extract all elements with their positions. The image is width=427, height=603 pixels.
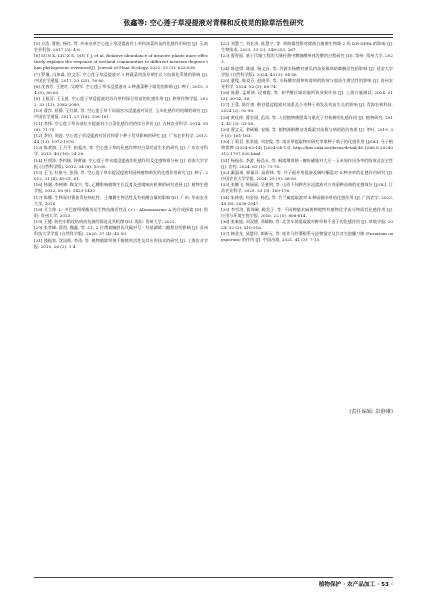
reference-entry: [14] 杜照涛, 李钧顾, 钟黄诚. 空心莲子草水提浸提液的化感作用及化感物质分析 [J]. 西南大学学报 (自然科学版), 2012, 34 (8): 53-60. (34, 157, 208, 169)
reference-entry: [20] 张孝峰, 薛凯, 魏鑫, 等. C1, 2 位羧氧胸胖丙戊碳对号 - 羟基湖烯二醋甜苷的影响 [J]. 苏州科技大学学报 (自然科学版), 2020, 37 (4): 45-50. (34, 225, 208, 237)
reference-entry: [11] 李锋. 空心莲子草各部位水提液对小白菜化感作用的综合评价 [J]. 吉林农业科学, 2014, 39 (6): 71-75. (34, 120, 208, 132)
reference-entry: [32] 戴淑琦, 邢福洋, 高碧林, 等. 谷子根并用提液及阔叶酮蓝对 4 种杂草的化感作用研究 [J]. 中国农业大学学报, 2024, 29 (9): 38-50. (221, 169, 393, 181)
reference-entry: [29] 曹文元, 余硕颖, 安媛, 等. 植物源酚酸杂龙霉素对苗猴与病的防治效果 [J]. 茶叶, 2019, 39 (3): 161-163. (221, 127, 393, 139)
header-rule (34, 34, 393, 35)
footer-rule (34, 577, 393, 578)
reference-entry: [16] 林涵, 李树林, 陶龙兴, 等. 乙酸影响植物生长反育及逆境响应机制的研究进展 [J]. 植物生理学报, 2022, 58 (8): 1423-1430 (34, 182, 208, 194)
reference-entry: [9] 王旭萍, 王玉兹. 空心莲子草浸提液对苏丹草和绿豆幼苗的化感作用 [J]. 热带作物学报, 2022, 33 (11): 2083-2090. (34, 96, 208, 108)
reference-entry: [17] 陈娜. 生物炭对番茄青枯病抗性、土壤微生物活性及有机酸含量的影响 [D]. 广州: 华南农业大学, 2016. (34, 194, 208, 206)
reference-entry: [33] 张鹏飞, 韩丽丽, 吴斐明, 等. 山西不同种苦水浸提液对万寿菊种苗萌的化感效应 [J/OL]. 江苏农业科学, 2025, 53 (5): 169-176. (221, 182, 393, 194)
running-header: 张鑫等: 空心莲子草浸提液对青稞和反枝苋的除草活性研究 (123, 19, 304, 27)
reference-entry: [34] 朱林欣, 何金绶, 杨迅, 等. 竹兰属提取液对 4 种园圃杂草的化感作用 [J]. 广西农学, 2023, 40 (8): 2038-2047. (221, 194, 393, 206)
reference-entry: [24] 陈进摩, 陈励, 杨文昌, 等. 外源水杨酸对黄瓜幼苗灰霉病防御酶活性的影响 [J]. 延安大学学报 (自然科学版), 2024, 43 (3): 54-58. (221, 65, 393, 77)
reference-entry: [31] 杨振东, 李游, 杨浩永, 等. 枫吡增豪钠 - 噻吩磺隆对大豆一玉米间作田杂草的防效及安全性 [J]. 农药, 2024, 63 (1): 73-78. (221, 157, 393, 169)
references-right-column (221, 41, 393, 244)
reference-entry: [12] 李伯, 周进. 空心莲子草浸提液对莴苣和萝卜种子发芽影响的研究 [J]. 广东农业科学, 2013, 44 (12): 1972-1976. (34, 133, 208, 145)
reference-entry: [23] 曹智丽. 基于代谢工程的大肠杆菌中鹅腺酸单体发酵的过程研究 [D]. 常州: 常州大学, 2023. (221, 53, 393, 65)
reference-entry: [15] 王飞, 杜康兮, 张强, 等. 空心莲子草水提浸提液对园林植物萌发的化感作用研究 [J]. 种子, 2012, 31 (4): 49-51, 61. (34, 169, 208, 181)
reference-entry: [5] 方浩, 曹艳, 杨红, 等. 外来杂草空心莲子草浸提液对小麦和油菜幼苗的化感作用研究 [J]. 云南农业科技, 2017 (5): 4-6. (34, 41, 208, 52)
reference-entry: [7] 罗瑾, 冯炜淼, 欧文军. 空心莲子草浸提液对 3 种蔬菜幼苗早期生长与抗氧化系统的影响 [J]. 中国农学通报, 2017, 33 (25): 76-80. (34, 71, 208, 83)
reference-entry: [13] 陈欢润, 王月平, 柏超杰, 等. 空心莲子草的化感作物对白菜幼苗生长的研究 [J]. 广东农业科学, 2013, 40 (16): 24-28. (34, 145, 208, 157)
reference-entry: [6] SUN K, LIU X S, QIN T J, et al. Relative abundance of invasive plants more effectively explains the response of wetland communities to different invasion degrees than phylogenetic evenness[J]. Journal of Plant Ecology, 2022, 15 (3): 625-638. (34, 53, 208, 71)
reference-entry: [8] 沈春芳, 王艳红, 吴晓军. 空心莲子草水浸提液对 3 种蔬菜种子萌发的影响 [J]. 种子, 2015, 34 (5): 80-83. (34, 83, 208, 95)
reference-entry: [18] 艾立坤. L- 多巴胺吲哚酯类衍生物抗菌活性及 (+) - Altenuisarine A 的合成探索 [D]. 贵阳: 贵州大学, 2023. (34, 206, 208, 218)
reference-entry: [27] 王蕾, 陈红康. 酚苷提浸提液对油菜及小麦种子萌发及幼苗生长的影响 [J]. 青海农林科技, 2024 (2): 92-98. (221, 102, 393, 114)
reference-entry: [22] 刘慧兰, 刘宏涛, 陈慧宁, 等. 黄曲霉性附对烯曲白菌菌生物降 2 的 DH-DPPA 的影响 [J]. 生物技术, 2023, 33 (2): 248-253, 267. (221, 41, 393, 52)
reference-entry: [37] 韩金龙, 邱慧玲, 朗新元, 等. 连作马铃薯根系分泌物鉴定及其对尖孢镰刀菌 (Fusarium oxysporum) 的作用 [J]. 中国沙漠, 2021, 41 (3): 7-15. (221, 231, 393, 243)
reference-entry: [36] 张秦迪, 刘双德, 邓耀梅, 等. 北美车前提取液对种草和千金子的化感作用 [J]. 草地学报, 2024, 32 (2): 510-516. (221, 219, 393, 231)
reference-entry: [10] 曹彦, 屈静, 王红斌, 等. 空心莲子草不同器官水浸提液对莴苣, 玉米化感作用机制的研究 [J]. 中国农学通报, 2011, 27 (18): 158-161. (34, 108, 208, 120)
reference-entry: [25] 董俊, 陈爱芬, 赵晓华, 等. 水杨酸对烟草病毒病的防效与烟苗生理活性的影响 [J]. 贵州农业科学, 2024, 52 (3): 68-74. (221, 77, 393, 89)
header-rule-thin (34, 37, 393, 38)
reference-entry: [35] 李雪涛, 曹坤砷, 顾美子, 等. 不同种胁木麻黄种地特有植物化学成分物质其化感作用 [J]. 应用与环境生物学报, 2016, 22 (5): 808-814. (221, 206, 393, 218)
reference-entry: [19] 王捷. 防控水稻纹枯病拮抗菌的筛选及其机理 [D]. 贵阳: 贵州大学, 2022. (34, 219, 177, 225)
reference-entry: [30] 丁莉君, 张来迪, 刘安俊, 等. 南非草提取物对研究苹果种子萌子的化感作用 [J/OL]. 分子植物育种 (2024-03-14) [2024-08-13]. http://kns.cnki.net/kcms/detail/46.1068.S.20240312.1707.020.html. (221, 139, 393, 157)
reference-entry: [26] 陈静, 孟妍妍, 段雍霞, 等. 苯甲酸区域切施钙致效果评价 [J]. 上海计量测试, 2024, 51 (2): 30-32, 36. (221, 90, 393, 102)
responsible-editor: (责任编辑: 彭静琳) (349, 409, 393, 415)
reference-entry: [28] 黄仗梓, 曹宏斑, 范清, 等. 入侵植物菌肥毒与瓶皮子对枝树的化感作用 [J]. 植物研究, 2014, 41 (3): 53-58. (221, 114, 393, 126)
reference-entry: [21] 钱振容, 沈国辉, 李涛, 等. 植物菌除草剂千醇烯草活性及其应用技术的研究 [J]. 上海农业学报, 2010, 26 (2): 1-4. (34, 237, 208, 249)
page-footer: 植物保护 · 农产品加工 · 53 · (318, 582, 393, 588)
references-left-column (34, 41, 208, 250)
